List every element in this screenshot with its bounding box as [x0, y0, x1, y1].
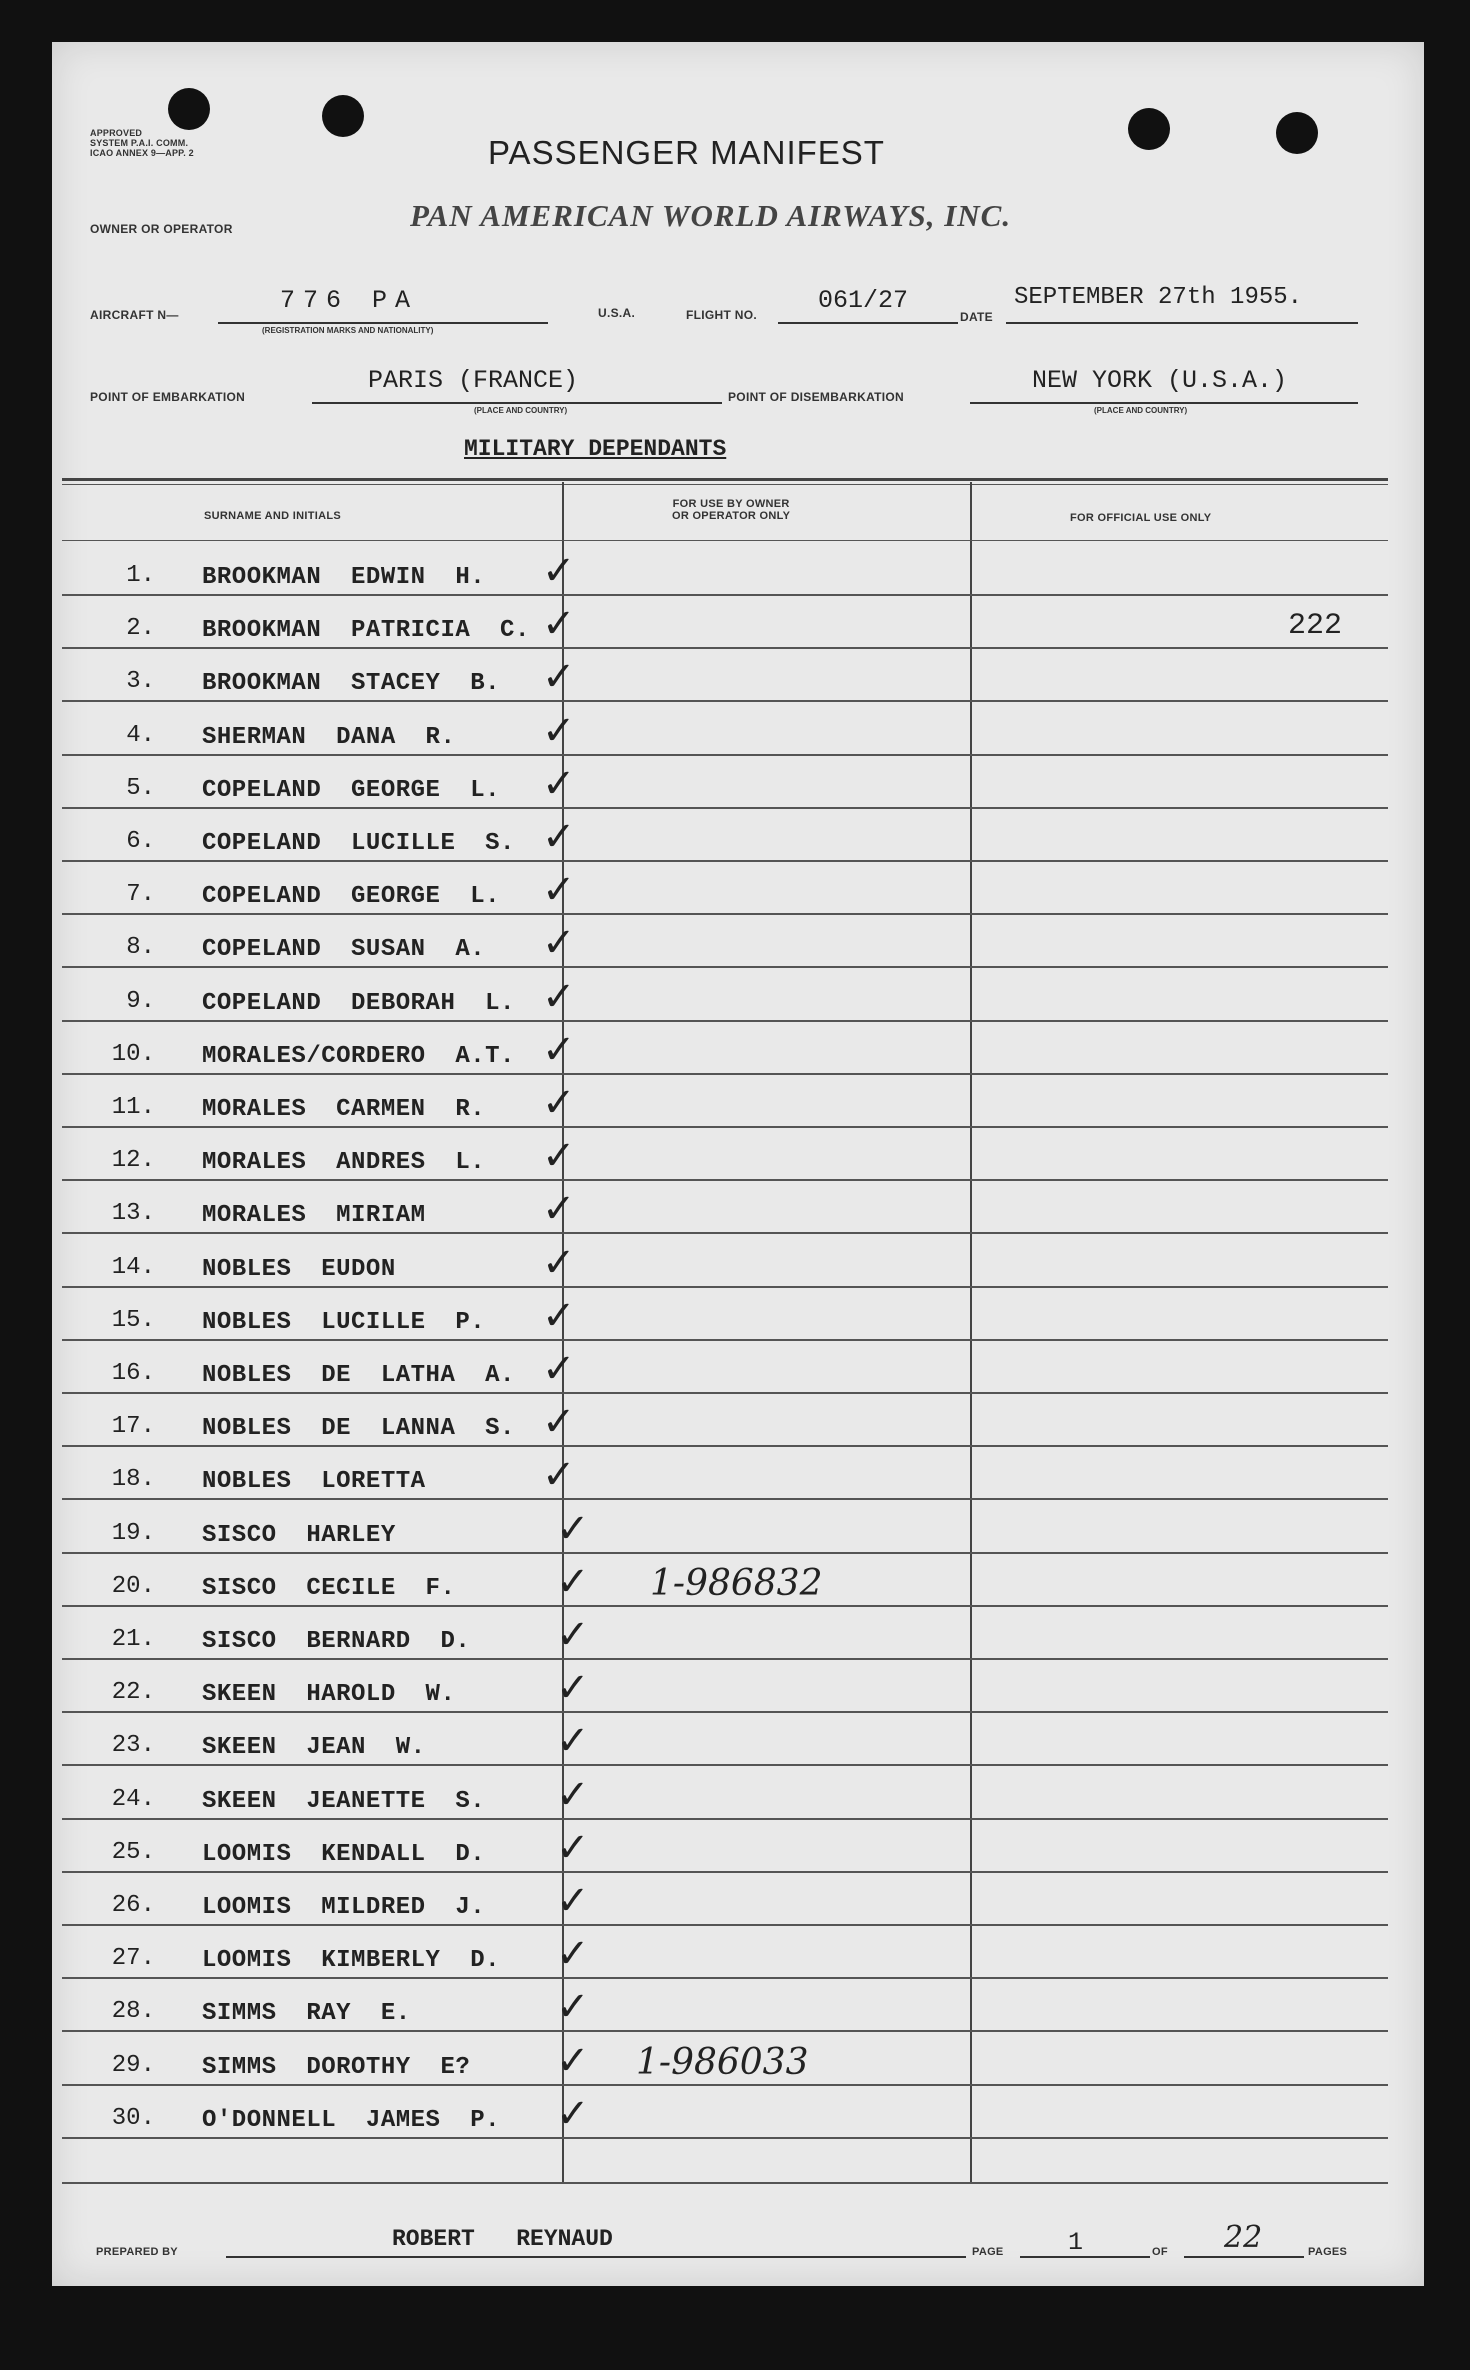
- disembark-label: POINT OF DISEMBARKATION: [728, 390, 905, 404]
- row-line: [62, 1232, 1388, 1234]
- check-mark-icon: ✓: [542, 1027, 576, 1073]
- row-number: 23.: [111, 1732, 155, 1759]
- airline-name: PAN AMERICAN WORLD AIRWAYS, INC.: [410, 198, 1012, 233]
- row-line: [62, 1658, 1388, 1660]
- page-total: 22: [1224, 2220, 1263, 2255]
- row-line: [62, 1818, 1388, 1820]
- prepared-label: PREPARED BY: [96, 2246, 178, 2258]
- owner-col-line: FOR USE BY OWNER: [672, 498, 790, 510]
- check-mark-icon: ✓: [542, 1133, 576, 1179]
- aircraft-sublabel: (REGISTRATION MARKS AND NATIONALITY): [262, 326, 434, 335]
- row-number: 12.: [111, 1147, 155, 1174]
- check-mark-icon: ✓: [556, 1878, 590, 1924]
- check-mark-icon: ✓: [542, 548, 576, 594]
- owner-entry: 1-986832: [650, 1563, 823, 1604]
- page-label: PAGE: [972, 2246, 1004, 2258]
- row-number: 1.: [126, 562, 155, 589]
- check-mark-icon: ✓: [556, 1506, 590, 1552]
- row-line: [62, 1339, 1388, 1341]
- passenger-name: MORALES MIRIAM: [202, 1202, 426, 1229]
- passenger-name: SISCO BERNARD D.: [202, 1628, 471, 1655]
- row-number: 11.: [111, 1094, 155, 1121]
- row-line: [62, 913, 1388, 915]
- row-number: 8.: [126, 934, 155, 961]
- check-mark-icon: ✓: [542, 814, 576, 860]
- row-line: [62, 647, 1388, 649]
- check-mark-icon: ✓: [556, 1559, 590, 1605]
- aircraft-label: AIRCRAFT N—: [90, 308, 179, 322]
- date-label: DATE: [960, 310, 993, 324]
- passenger-name: SHERMAN DANA R.: [202, 724, 456, 751]
- row-number: 22.: [111, 1679, 155, 1706]
- row-line: [62, 594, 1388, 596]
- passenger-name: MORALES ANDRES L.: [202, 1149, 486, 1176]
- check-mark-icon: ✓: [556, 1665, 590, 1711]
- punch-hole-icon: [322, 95, 364, 137]
- passenger-name: O'DONNELL JAMES P.: [202, 2107, 501, 2134]
- row-number: 30.: [111, 2105, 155, 2132]
- column-header-names: SURNAME AND INITIALS: [204, 510, 341, 522]
- flight-label: FLIGHT NO.: [686, 308, 757, 322]
- row-number: 24.: [111, 1786, 155, 1813]
- check-mark-icon: ✓: [556, 1931, 590, 1977]
- passenger-name: MORALES/CORDERO A.T.: [202, 1043, 515, 1070]
- row-number: 2.: [126, 615, 155, 642]
- punch-hole-icon: [168, 88, 210, 130]
- passenger-name: SISCO CECILE F.: [202, 1575, 456, 1602]
- row-line: [62, 1020, 1388, 1022]
- passenger-name: BROOKMAN PATRICIA C.: [202, 617, 530, 644]
- passenger-name: SKEEN JEANETTE S.: [202, 1788, 486, 1815]
- passenger-name: COPELAND SUSAN A.: [202, 936, 486, 963]
- row-number: 15.: [111, 1307, 155, 1334]
- table-top-rule: [62, 478, 1388, 481]
- row-number: 7.: [126, 881, 155, 908]
- passenger-name: MORALES CARMEN R.: [202, 1096, 486, 1123]
- owner-label: OWNER OR OPERATOR: [90, 222, 233, 236]
- passenger-name: LOOMIS KENDALL D.: [202, 1841, 486, 1868]
- check-mark-icon: ✓: [542, 1186, 576, 1232]
- passenger-name: NOBLES DE LANNA S.: [202, 1415, 515, 1442]
- row-line: [62, 1711, 1388, 1713]
- approval-line: ICAO ANNEX 9—APP. 2: [90, 148, 194, 158]
- flight-value: 061/27: [818, 286, 909, 315]
- row-line: [62, 1498, 1388, 1500]
- passenger-name: COPELAND DEBORAH L.: [202, 990, 515, 1017]
- check-mark-icon: ✓: [556, 2038, 590, 2084]
- passenger-name: SIMMS RAY E.: [202, 2000, 411, 2027]
- embark-underline: [312, 402, 722, 404]
- row-line: [62, 1073, 1388, 1075]
- punch-hole-icon: [1276, 112, 1318, 154]
- row-line: [62, 754, 1388, 756]
- row-number: 16.: [111, 1360, 155, 1387]
- column-header-official: FOR OFFICIAL USE ONLY: [1070, 512, 1212, 524]
- row-line: [62, 2137, 1388, 2139]
- row-line: [62, 1552, 1388, 1554]
- disembark-sublabel: (PLACE AND COUNTRY): [1094, 406, 1188, 415]
- row-line: [62, 807, 1388, 809]
- row-line: [62, 966, 1388, 968]
- header-bottom-rule: [62, 540, 1388, 541]
- row-line: [62, 1605, 1388, 1607]
- row-line: [62, 1445, 1388, 1447]
- check-mark-icon: ✓: [542, 1293, 576, 1339]
- check-mark-icon: ✓: [556, 1612, 590, 1658]
- page-underline: [1020, 2256, 1150, 2258]
- passenger-name: NOBLES EUDON: [202, 1256, 396, 1283]
- row-line: [62, 1764, 1388, 1766]
- row-line: [62, 2084, 1388, 2086]
- page-title: PASSENGER MANIFEST: [488, 134, 885, 171]
- prepared-underline: [226, 2256, 966, 2258]
- passenger-name: NOBLES LORETTA: [202, 1468, 426, 1495]
- footer-rule: [62, 2182, 1388, 2184]
- check-mark-icon: ✓: [542, 867, 576, 913]
- row-number: 10.: [111, 1041, 155, 1068]
- passenger-name: LOOMIS MILDRED J.: [202, 1894, 486, 1921]
- category-heading: MILITARY DEPENDANTS: [464, 436, 727, 462]
- of-label: OF: [1152, 2246, 1168, 2258]
- check-mark-icon: ✓: [556, 1825, 590, 1871]
- check-mark-icon: ✓: [556, 1984, 590, 2030]
- row-line: [62, 1179, 1388, 1181]
- check-mark-icon: ✓: [542, 1399, 576, 1445]
- row-line: [62, 2030, 1388, 2032]
- check-mark-icon: ✓: [542, 708, 576, 754]
- row-number: 17.: [111, 1413, 155, 1440]
- row-number: 19.: [111, 1520, 155, 1547]
- row-number: 28.: [111, 1998, 155, 2025]
- approval-line: SYSTEM P.A.I. COMM.: [90, 138, 189, 148]
- passenger-name: NOBLES LUCILLE P.: [202, 1309, 486, 1336]
- row-number: 5.: [126, 775, 155, 802]
- passenger-name: NOBLES DE LATHA A.: [202, 1362, 515, 1389]
- passenger-name: SKEEN JEAN W.: [202, 1734, 426, 1761]
- check-mark-icon: ✓: [556, 2091, 590, 2137]
- approval-line: APPROVED: [90, 128, 143, 138]
- row-line: [62, 860, 1388, 862]
- owner-col-line: OR OPERATOR ONLY: [672, 510, 791, 522]
- embark-value: PARIS (FRANCE): [368, 366, 579, 395]
- row-number: 9.: [126, 988, 155, 1015]
- official-entry: 222: [1288, 609, 1343, 643]
- date-underline: [1006, 322, 1358, 324]
- aircraft-underline: [218, 322, 548, 324]
- passenger-name: COPELAND GEORGE L.: [202, 777, 501, 804]
- row-number: 29.: [111, 2052, 155, 2079]
- date-value: SEPTEMBER 27th 1955.: [1014, 284, 1303, 311]
- row-number: 21.: [111, 1626, 155, 1653]
- row-number: 26.: [111, 1892, 155, 1919]
- of-underline: [1184, 2256, 1304, 2258]
- passenger-name: COPELAND GEORGE L.: [202, 883, 501, 910]
- check-mark-icon: ✓: [542, 920, 576, 966]
- row-line: [62, 1924, 1388, 1926]
- page-number: 1: [1068, 2228, 1084, 2257]
- aircraft-value: 776 PA: [280, 286, 419, 315]
- usa-label: U.S.A.: [598, 306, 636, 320]
- check-mark-icon: ✓: [542, 601, 576, 647]
- punch-hole-icon: [1128, 108, 1170, 150]
- check-mark-icon: ✓: [542, 1346, 576, 1392]
- row-number: 20.: [111, 1573, 155, 1600]
- approval-stamp: [90, 128, 194, 158]
- row-line: [62, 1126, 1388, 1128]
- check-mark-icon: ✓: [542, 1080, 576, 1126]
- disembark-value: NEW YORK (U.S.A.): [1032, 366, 1288, 395]
- check-mark-icon: ✓: [542, 654, 576, 700]
- check-mark-icon: ✓: [556, 1772, 590, 1818]
- owner-entry: 1-986033: [636, 2042, 809, 2083]
- check-mark-icon: ✓: [542, 1452, 576, 1498]
- embark-label: POINT OF EMBARKATION: [90, 390, 246, 404]
- row-number: 4.: [126, 722, 155, 749]
- row-line: [62, 1392, 1388, 1394]
- row-number: 25.: [111, 1839, 155, 1866]
- embark-sublabel: (PLACE AND COUNTRY): [474, 406, 568, 415]
- disembark-underline: [970, 402, 1358, 404]
- row-number: 6.: [126, 828, 155, 855]
- passenger-name: COPELAND LUCILLE S.: [202, 830, 515, 857]
- passenger-name: LOOMIS KIMBERLY D.: [202, 1947, 501, 1974]
- check-mark-icon: ✓: [542, 761, 576, 807]
- passenger-name: BROOKMAN STACEY B.: [202, 670, 501, 697]
- flight-underline: [778, 322, 958, 324]
- check-mark-icon: ✓: [542, 974, 576, 1020]
- row-line: [62, 1286, 1388, 1288]
- row-number: 13.: [111, 1200, 155, 1227]
- passenger-name: SISCO HARLEY: [202, 1522, 396, 1549]
- check-mark-icon: ✓: [542, 1240, 576, 1286]
- pages-label: PAGES: [1308, 2246, 1348, 2258]
- row-line: [62, 1977, 1388, 1979]
- row-line: [62, 1871, 1388, 1873]
- column-divider: [970, 482, 972, 2182]
- row-number: 18.: [111, 1466, 155, 1493]
- passenger-name: SKEEN HAROLD W.: [202, 1681, 456, 1708]
- check-mark-icon: ✓: [556, 1718, 590, 1764]
- passenger-name: SIMMS DOROTHY E?: [202, 2054, 471, 2081]
- row-number: 27.: [111, 1945, 155, 1972]
- row-number: 3.: [126, 668, 155, 695]
- column-header-owner: [672, 498, 790, 522]
- table-top-rule: [62, 484, 1388, 485]
- row-line: [62, 700, 1388, 702]
- row-number: 14.: [111, 1254, 155, 1281]
- prepared-value: ROBERT REYNAUD: [392, 2226, 613, 2252]
- passenger-name: BROOKMAN EDWIN H.: [202, 564, 486, 591]
